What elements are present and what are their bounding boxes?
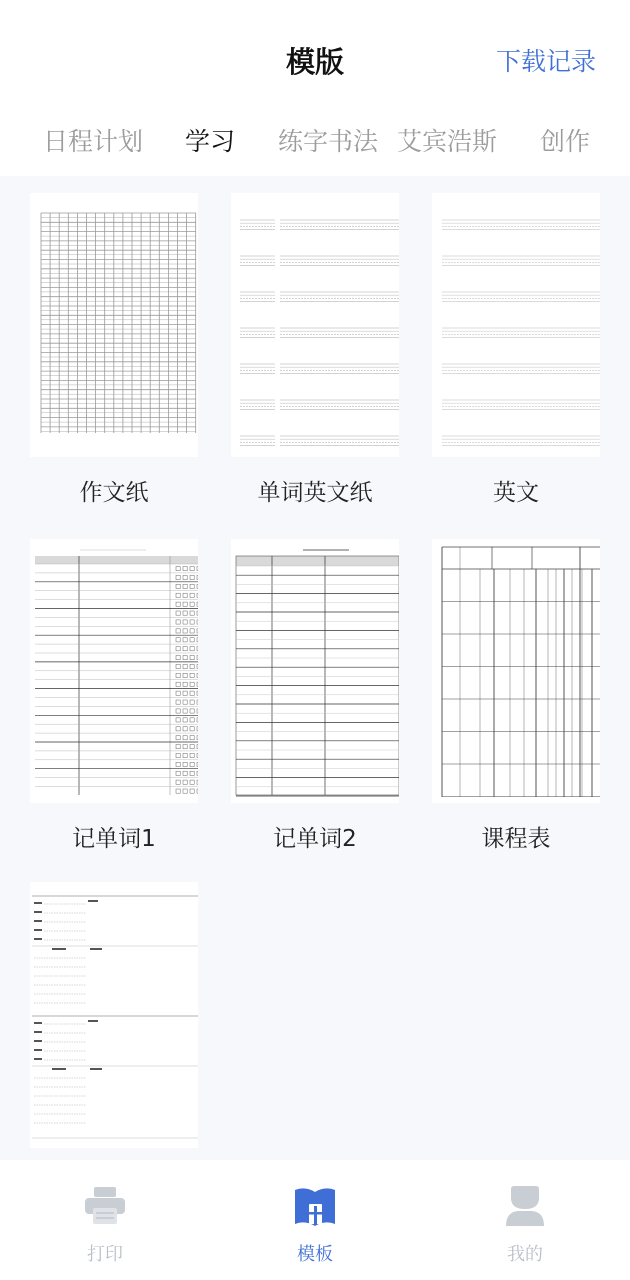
template-label: 课程表 [481,826,551,852]
printer-icon [83,1184,127,1228]
nav-print[interactable] [50,1180,160,1266]
nav-mine[interactable] [470,1180,580,1266]
template-thumbnail-timetable[interactable] [432,539,600,803]
nav-templates-label: 模板 [297,1244,333,1265]
nav-templates[interactable] [260,1180,370,1266]
bottom-tab-bar [0,1160,630,1280]
nav-print-label: 打印 [87,1244,123,1265]
template-label: 记单词2 [273,826,357,852]
template-label: 单词英文纸 [257,480,373,506]
template-thumbnail-vocabulary-2[interactable] [231,539,399,803]
tab-creation[interactable]: 创作 [540,127,591,156]
user-icon [503,1184,547,1228]
template-label: 英文 [493,480,539,506]
vocabulary-table-preview [231,539,399,803]
english-lines-preview [432,193,600,457]
composition-grid-preview [30,193,198,457]
template-thumbnail-vocabulary-1[interactable] [30,539,198,803]
category-tabs [0,110,630,176]
page-title: 模版 [285,45,344,79]
timetable-preview [432,539,600,803]
vocabulary-table-preview [30,539,198,803]
template-label: 作文纸 [79,480,149,506]
template-thumbnail-study-record[interactable] [30,882,198,1148]
tab-calligraphy[interactable]: 练字书法 [278,127,379,156]
template-book-icon [293,1184,337,1228]
tab-schedule[interactable]: 日程计划 [43,127,144,156]
template-thumbnail-word-english-paper[interactable] [231,193,399,457]
word-english-lines-preview [231,193,399,457]
top-bar [0,0,630,110]
tab-ebbinghaus[interactable]: 艾宾浩斯 [397,127,498,156]
template-grid [0,176,630,1160]
download-history-link[interactable]: 下载记录 [495,47,596,76]
template-thumbnail-english[interactable] [432,193,600,457]
study-record-preview [30,882,198,1148]
template-thumbnail-composition-paper[interactable] [30,193,198,457]
nav-mine-label: 我的 [507,1244,543,1265]
template-label: 记单词1 [72,826,156,852]
tab-study[interactable]: 学习 [185,127,236,156]
